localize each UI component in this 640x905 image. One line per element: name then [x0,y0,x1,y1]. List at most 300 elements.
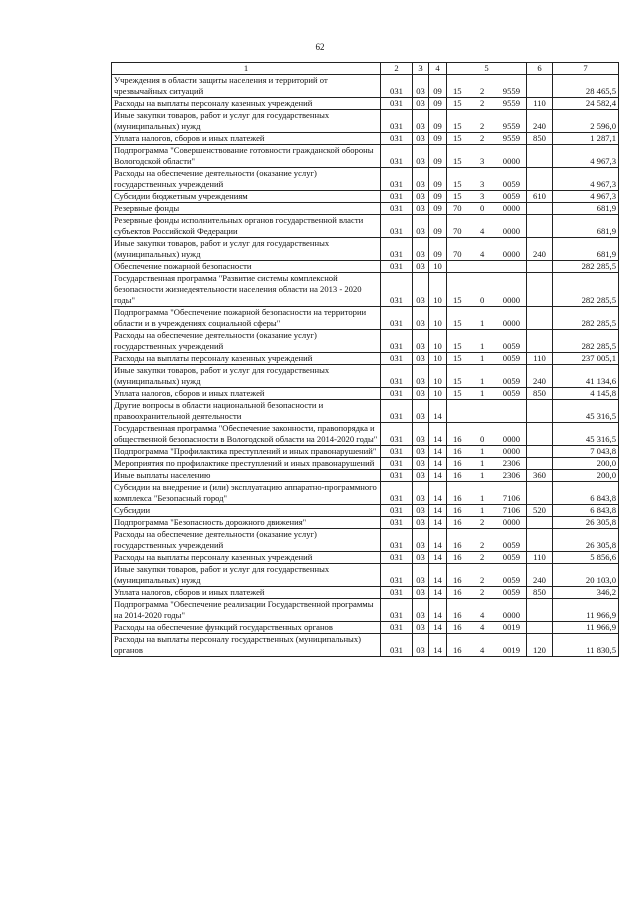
row-ved: 031 [381,446,413,458]
row-target-direction: 7106 [502,505,520,515]
row-rz: 03 [413,470,429,482]
row-target-direction: 0059 [502,388,520,398]
row-name: Расходы на обеспечение деятельности (оказание услуг) государственных учреждений [112,168,381,191]
row-pr: 14 [429,446,447,458]
row-ved: 031 [381,98,413,110]
row-target [447,133,527,145]
row-target-program: 16 [453,552,462,562]
row-name: Подпрограмма "Профилактика преступлений и иных правонарушений" [112,446,381,458]
row-pr: 14 [429,599,447,622]
row-sum: 6 843,8 [553,505,619,517]
row-vr [527,517,553,529]
table-row [112,133,619,145]
row-ved: 031 [381,622,413,634]
row-ved: 031 [381,529,413,552]
row-target-direction: 0019 [502,622,520,632]
row-target-subprogram: 0 [480,434,485,444]
table-row [112,470,619,482]
row-name: Государственная программа "Обеспечение законности, правопорядка и общественной безопасности в Вологодской области на 2014-2020 годы" [112,423,381,446]
row-target-subprogram: 1 [480,341,485,351]
table-row [112,400,619,423]
row-target-program: 15 [453,133,462,143]
row-target-direction: 2306 [502,458,520,468]
row-name: Расходы на выплаты персоналу казенных учреждений [112,353,381,365]
table-row [112,98,619,110]
row-name: Расходы на обеспечение функций государственных органов [112,622,381,634]
row-target-direction: 0059 [502,179,520,189]
row-target-subprogram: 1 [480,493,485,503]
table-body [112,75,619,657]
row-name: Субсидии на внедрение и (или) эксплуатацию аппаратно-программного комплекса "Безопасный город" [112,482,381,505]
row-rz: 03 [413,365,429,388]
row-sum: 20 103,0 [553,564,619,587]
row-rz: 03 [413,273,429,307]
row-rz: 03 [413,564,429,587]
row-target [447,145,527,168]
row-pr: 10 [429,365,447,388]
row-target [447,423,527,446]
row-vr [527,482,553,505]
row-name: Иные закупки товаров, работ и услуг для государственных (муниципальных) нужд [112,365,381,388]
row-target-program: 16 [453,517,462,527]
row-ved: 031 [381,353,413,365]
row-rz: 03 [413,75,429,98]
row-name: Расходы на обеспечение деятельности (оказание услуг) государственных учреждений [112,330,381,353]
row-vr [527,622,553,634]
row-vr: 120 [527,634,553,657]
row-target [447,552,527,564]
row-pr: 10 [429,307,447,330]
row-target-subprogram: 1 [480,505,485,515]
row-ved: 031 [381,145,413,168]
row-sum: 4 967,3 [553,145,619,168]
row-ved: 031 [381,307,413,330]
row-sum: 4 967,3 [553,168,619,191]
row-sum: 45 316,5 [553,400,619,423]
row-vr: 110 [527,552,553,564]
row-name: Подпрограмма "Совершенствование готовности гражданской обороны Вологодской области" [112,145,381,168]
row-rz: 03 [413,423,429,446]
row-ved: 031 [381,423,413,446]
row-sum: 6 843,8 [553,482,619,505]
row-pr: 10 [429,330,447,353]
row-name: Резервные фонды [112,203,381,215]
row-target [447,353,527,365]
row-name: Учреждения в области защиты населения и территорий от чрезвычайных ситуаций [112,75,381,98]
row-target [447,330,527,353]
row-target-subprogram: 2 [480,587,485,597]
row-target [447,470,527,482]
row-target-direction: 0059 [502,353,520,363]
row-target-program: 15 [453,341,462,351]
row-name: Подпрограмма "Обеспечение реализации Государственной программы на 2014-2020 годы" [112,599,381,622]
row-target-direction: 0019 [502,645,520,655]
row-pr: 09 [429,215,447,238]
row-target-program: 15 [453,156,462,166]
table-row [112,145,619,168]
row-target-program: 16 [453,434,462,444]
row-target-program: 16 [453,470,462,480]
row-ved: 031 [381,133,413,145]
row-rz: 03 [413,261,429,273]
row-rz: 03 [413,482,429,505]
header-cell-rz: 3 [413,63,429,75]
row-target-direction: 0059 [502,341,520,351]
row-pr: 14 [429,400,447,423]
row-sum: 237 005,1 [553,353,619,365]
row-ved: 031 [381,634,413,657]
row-name: Иные выплаты населению [112,470,381,482]
row-ved: 031 [381,110,413,133]
row-sum: 200,0 [553,470,619,482]
row-pr: 09 [429,133,447,145]
row-target-direction: 0059 [502,376,520,386]
header-cell-vr: 6 [527,63,553,75]
row-target-subprogram: 4 [480,249,485,259]
row-name: Иные закупки товаров, работ и услуг для государственных (муниципальных) нужд [112,110,381,133]
row-ved: 031 [381,238,413,261]
row-target-subprogram: 1 [480,446,485,456]
row-pr: 09 [429,98,447,110]
row-target-direction: 0000 [502,226,520,236]
header-cell-target: 5 [447,63,527,75]
row-target [447,388,527,400]
row-name: Подпрограмма "Безопасность дорожного движения" [112,517,381,529]
table-row [112,273,619,307]
row-target-direction: 2306 [502,470,520,480]
row-sum: 26 305,8 [553,529,619,552]
row-target [447,273,527,307]
row-target-subprogram: 1 [480,353,485,363]
row-name: Уплата налогов, сборов и иных платежей [112,587,381,599]
row-name: Государственная программа "Развитие системы комплексной безопасности жизнедеятельности населения области на 2013 - 2020 годы" [112,273,381,307]
row-vr [527,168,553,191]
row-target [447,98,527,110]
table-row [112,446,619,458]
row-sum: 26 305,8 [553,517,619,529]
table-row [112,203,619,215]
row-ved: 031 [381,75,413,98]
row-sum: 282 285,5 [553,273,619,307]
row-sum: 681,9 [553,238,619,261]
row-target-program: 70 [453,226,462,236]
row-target-subprogram: 2 [480,133,485,143]
row-vr [527,75,553,98]
row-target-program: 16 [453,446,462,456]
row-target-program: 15 [453,376,462,386]
table-row [112,634,619,657]
row-target-direction: 9559 [502,98,520,108]
row-target [447,168,527,191]
row-rz: 03 [413,203,429,215]
row-name: Резервные фонды исполнительных органов государственной власти субъектов Российской Федерации [112,215,381,238]
row-vr: 240 [527,564,553,587]
row-rz: 03 [413,353,429,365]
row-target-direction: 0059 [502,540,520,550]
row-ved: 031 [381,564,413,587]
row-target [447,307,527,330]
row-target-direction: 0000 [502,517,520,527]
row-sum: 282 285,5 [553,330,619,353]
row-target-program: 16 [453,458,462,468]
row-sum: 45 316,5 [553,423,619,446]
row-sum: 28 465,5 [553,75,619,98]
row-vr [527,307,553,330]
row-name: Субсидии бюджетным учреждениям [112,191,381,203]
row-vr [527,203,553,215]
row-pr: 09 [429,203,447,215]
row-name: Расходы на обеспечение деятельности (оказание услуг) государственных учреждений [112,529,381,552]
row-pr: 14 [429,458,447,470]
table-row [112,110,619,133]
row-pr: 09 [429,168,447,191]
budget-table [111,62,619,657]
row-vr: 850 [527,587,553,599]
row-ved: 031 [381,191,413,203]
row-vr [527,145,553,168]
row-target-direction: 0059 [502,191,520,201]
row-target-program: 15 [453,353,462,363]
table-row [112,388,619,400]
row-ved: 031 [381,482,413,505]
row-sum: 1 287,1 [553,133,619,145]
row-ved: 031 [381,517,413,529]
row-ved: 031 [381,587,413,599]
header-cell-ved: 2 [381,63,413,75]
page-number: 62 [315,42,325,52]
row-sum: 2 596,0 [553,110,619,133]
row-vr: 520 [527,505,553,517]
row-ved: 031 [381,215,413,238]
row-target-subprogram: 2 [480,540,485,550]
row-rz: 03 [413,238,429,261]
row-sum: 681,9 [553,215,619,238]
row-target [447,634,527,657]
row-target-subprogram: 1 [480,376,485,386]
row-ved: 031 [381,505,413,517]
row-target-program: 15 [453,295,462,305]
row-target-subprogram: 0 [480,295,485,305]
row-target-program: 70 [453,203,462,213]
row-target-subprogram: 2 [480,552,485,562]
header-cell-pr: 4 [429,63,447,75]
row-pr: 10 [429,261,447,273]
row-target-subprogram: 3 [480,156,485,166]
row-target-direction: 0000 [502,446,520,456]
row-rz: 03 [413,215,429,238]
row-target-subprogram: 4 [480,645,485,655]
row-rz: 03 [413,446,429,458]
row-target [447,446,527,458]
row-pr: 14 [429,505,447,517]
row-pr: 10 [429,273,447,307]
row-sum: 41 134,6 [553,365,619,388]
row-ved: 031 [381,168,413,191]
row-target-direction: 0059 [502,587,520,597]
row-pr: 14 [429,517,447,529]
row-target-program: 15 [453,179,462,189]
row-name: Субсидии [112,505,381,517]
row-target-direction: 9559 [502,86,520,96]
table-row [112,307,619,330]
row-target-direction: 0000 [502,434,520,444]
row-target-program: 16 [453,505,462,515]
row-target-subprogram: 1 [480,470,485,480]
row-target [447,622,527,634]
row-target-direction: 0000 [502,295,520,305]
row-vr: 110 [527,353,553,365]
row-target-program: 70 [453,249,462,259]
row-vr: 850 [527,133,553,145]
row-name: Другие вопросы в области национальной безопасности и правоохранительной деятельности [112,400,381,423]
table-row [112,505,619,517]
row-target-direction: 0059 [502,575,520,585]
row-sum: 346,2 [553,587,619,599]
table-row [112,599,619,622]
row-pr: 14 [429,529,447,552]
row-target-program: 15 [453,191,462,201]
row-name: Расходы на выплаты персоналу казенных учреждений [112,552,381,564]
table-row [112,529,619,552]
row-ved: 031 [381,365,413,388]
row-sum: 11 966,9 [553,599,619,622]
row-target [447,599,527,622]
table-row [112,330,619,353]
row-rz: 03 [413,622,429,634]
row-ved: 031 [381,599,413,622]
row-rz: 03 [413,529,429,552]
row-sum: 5 856,6 [553,552,619,564]
row-sum: 11 830,5 [553,634,619,657]
row-rz: 03 [413,168,429,191]
row-sum: 4 145,8 [553,388,619,400]
row-target-direction: 0000 [502,610,520,620]
row-target-program: 16 [453,610,462,620]
row-pr: 14 [429,587,447,599]
row-target [447,529,527,552]
row-rz: 03 [413,133,429,145]
row-sum: 24 582,4 [553,98,619,110]
row-vr [527,273,553,307]
row-sum: 7 043,8 [553,446,619,458]
header-cell-name: 1 [112,63,381,75]
row-target-subprogram: 1 [480,318,485,328]
row-target [447,110,527,133]
row-name: Уплата налогов, сборов и иных платежей [112,388,381,400]
row-name: Мероприятия по профилактике преступлений и иных правонарушений [112,458,381,470]
row-rz: 03 [413,458,429,470]
row-target-direction: 0000 [502,318,520,328]
row-target-subprogram: 4 [480,610,485,620]
row-target-direction: 7106 [502,493,520,503]
row-target [447,203,527,215]
row-vr: 360 [527,470,553,482]
row-rz: 03 [413,330,429,353]
row-target-subprogram: 0 [480,203,485,213]
row-pr: 09 [429,110,447,133]
row-pr: 09 [429,75,447,98]
row-sum: 200,0 [553,458,619,470]
row-target-subprogram: 2 [480,121,485,131]
row-target-subprogram: 3 [480,191,485,201]
table-row [112,168,619,191]
row-rz: 03 [413,191,429,203]
row-pr: 10 [429,353,447,365]
row-rz: 03 [413,145,429,168]
table-row [112,458,619,470]
row-target-program: 15 [453,388,462,398]
row-target-direction: 9559 [502,133,520,143]
row-name: Иные закупки товаров, работ и услуг для государственных (муниципальных) нужд [112,238,381,261]
row-vr: 850 [527,388,553,400]
row-target [447,505,527,517]
row-target-program: 16 [453,587,462,597]
table-row [112,75,619,98]
row-sum: 681,9 [553,203,619,215]
row-rz: 03 [413,505,429,517]
row-ved: 031 [381,273,413,307]
row-vr [527,458,553,470]
row-target-program: 16 [453,493,462,503]
row-target-subprogram: 3 [480,179,485,189]
row-pr: 14 [429,482,447,505]
row-target [447,458,527,470]
row-vr [527,330,553,353]
row-vr [527,423,553,446]
row-rz: 03 [413,110,429,133]
row-vr: 240 [527,365,553,388]
row-sum: 11 966,9 [553,622,619,634]
row-name: Иные закупки товаров, работ и услуг для государственных (муниципальных) нужд [112,564,381,587]
table-row [112,564,619,587]
row-target-subprogram: 1 [480,388,485,398]
row-target-program: 15 [453,121,462,131]
row-target-program: 15 [453,86,462,96]
table-row [112,517,619,529]
row-sum: 4 967,3 [553,191,619,203]
row-rz: 03 [413,400,429,423]
row-rz: 03 [413,634,429,657]
row-ved: 031 [381,330,413,353]
header-row [112,63,619,75]
row-pr: 14 [429,622,447,634]
row-target-program: 16 [453,540,462,550]
row-ved: 031 [381,552,413,564]
row-name: Расходы на выплаты персоналу государственных (муниципальных) органов [112,634,381,657]
header-cell-sum: 7 [553,63,619,75]
row-sum: 282 285,5 [553,261,619,273]
row-target [447,261,527,273]
row-target-subprogram: 2 [480,517,485,527]
row-ved: 031 [381,261,413,273]
row-name: Расходы на выплаты персоналу казенных учреждений [112,98,381,110]
row-vr [527,529,553,552]
row-target-program: 15 [453,318,462,328]
row-vr [527,599,553,622]
row-target [447,564,527,587]
row-target [447,587,527,599]
row-target [447,517,527,529]
table-row [112,261,619,273]
row-ved: 031 [381,400,413,423]
row-target-direction: 9559 [502,121,520,131]
row-vr [527,446,553,458]
row-rz: 03 [413,587,429,599]
row-target-subprogram: 4 [480,622,485,632]
row-name: Подпрограмма "Обеспечение пожарной безопасности на территории области и в учреждениях социальной сферы" [112,307,381,330]
row-target-subprogram: 2 [480,86,485,96]
row-pr: 10 [429,388,447,400]
